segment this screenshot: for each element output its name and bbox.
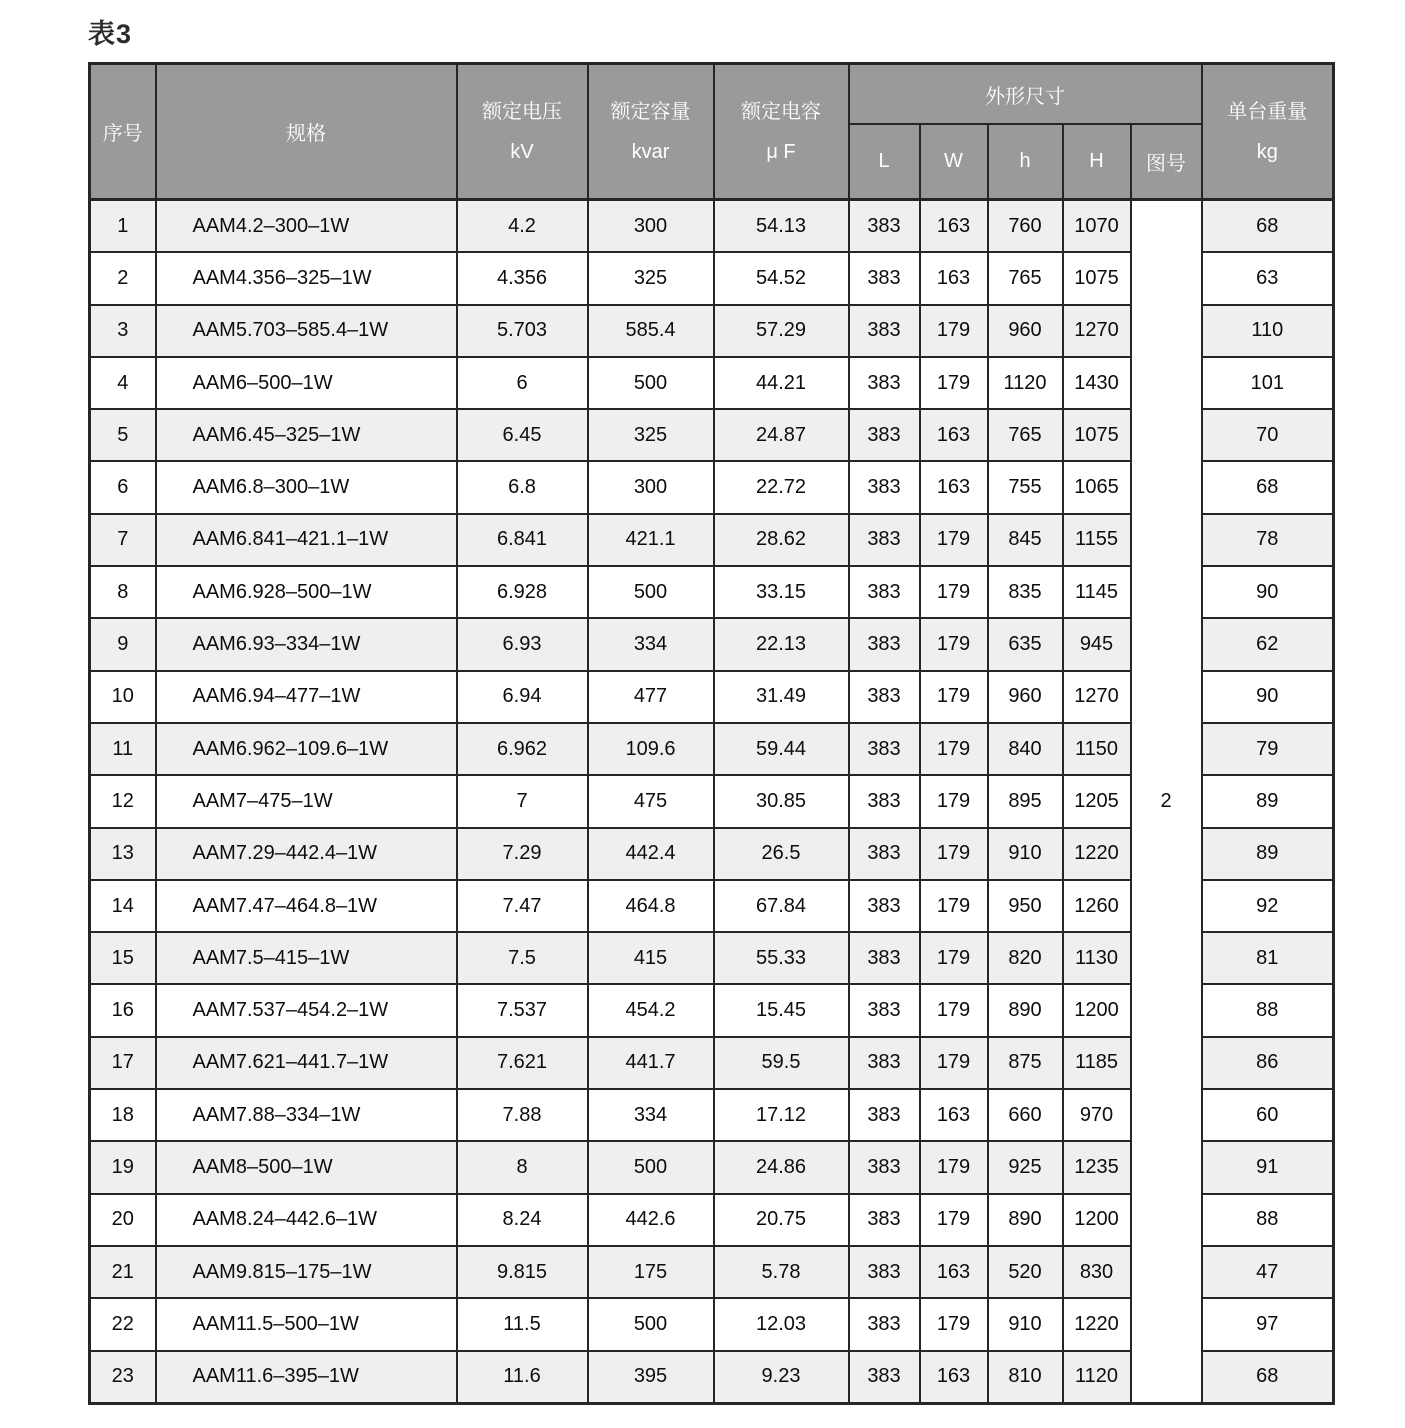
cell-capacity: 421.1	[588, 514, 714, 566]
cell-W: 163	[920, 252, 988, 304]
cell-weight: 68	[1202, 1351, 1334, 1404]
cell-spec: AAM6–500–1W	[156, 357, 457, 409]
cell-spec: AAM9.815–175–1W	[156, 1246, 457, 1298]
cell-no: 19	[90, 1141, 156, 1193]
cell-weight: 89	[1202, 775, 1334, 827]
cell-H: 1145	[1063, 566, 1131, 618]
cell-capacitance: 44.21	[714, 357, 849, 409]
cell-voltage: 11.6	[457, 1351, 588, 1404]
cell-weight: 90	[1202, 671, 1334, 723]
col-header-H: H	[1063, 124, 1131, 200]
cell-voltage: 9.815	[457, 1246, 588, 1298]
cell-voltage: 5.703	[457, 305, 588, 357]
cell-h: 845	[988, 514, 1063, 566]
col-header-capacity	[588, 64, 714, 200]
cell-capacity: 175	[588, 1246, 714, 1298]
cell-H: 1150	[1063, 723, 1131, 775]
cell-spec: AAM11.6–395–1W	[156, 1351, 457, 1404]
cell-L: 383	[849, 828, 920, 880]
cell-capacity: 441.7	[588, 1037, 714, 1089]
cell-capacitance: 54.52	[714, 252, 849, 304]
cell-spec: AAM6.962–109.6–1W	[156, 723, 457, 775]
cell-weight: 97	[1202, 1298, 1334, 1350]
col-header-L: L	[849, 124, 920, 200]
cell-voltage: 6.94	[457, 671, 588, 723]
cell-L: 383	[849, 200, 920, 253]
col-header-weight-label: 单台重量	[1227, 100, 1308, 123]
cell-capacitance: 28.62	[714, 514, 849, 566]
cell-W: 179	[920, 932, 988, 984]
cell-no: 4	[90, 357, 156, 409]
cell-weight: 92	[1202, 880, 1334, 932]
cell-capacity: 300	[588, 461, 714, 513]
cell-capacity: 464.8	[588, 880, 714, 932]
cell-voltage: 11.5	[457, 1298, 588, 1350]
cell-h: 835	[988, 566, 1063, 618]
col-header-capacitance-unit: μ F	[766, 140, 796, 163]
cell-no: 16	[90, 984, 156, 1036]
cell-capacity: 300	[588, 200, 714, 253]
cell-voltage: 6.962	[457, 723, 588, 775]
cell-H: 1130	[1063, 932, 1131, 984]
cell-spec: AAM8.24–442.6–1W	[156, 1194, 457, 1246]
cell-H: 1065	[1063, 461, 1131, 513]
cell-weight: 47	[1202, 1246, 1334, 1298]
cell-L: 383	[849, 932, 920, 984]
cell-h: 1120	[988, 357, 1063, 409]
cell-no: 12	[90, 775, 156, 827]
cell-no: 18	[90, 1089, 156, 1141]
cell-h: 765	[988, 409, 1063, 461]
cell-H: 1075	[1063, 252, 1131, 304]
cell-spec: AAM6.928–500–1W	[156, 566, 457, 618]
cell-weight: 63	[1202, 252, 1334, 304]
cell-spec: AAM7.537–454.2–1W	[156, 984, 457, 1036]
cell-L: 383	[849, 723, 920, 775]
cell-h: 755	[988, 461, 1063, 513]
cell-no: 11	[90, 723, 156, 775]
cell-capacitance: 24.87	[714, 409, 849, 461]
cell-spec: AAM7.5–415–1W	[156, 932, 457, 984]
cell-H: 970	[1063, 1089, 1131, 1141]
col-header-figure: 图号	[1131, 124, 1202, 200]
cell-h: 910	[988, 828, 1063, 880]
cell-weight: 90	[1202, 566, 1334, 618]
cell-capacitance: 9.23	[714, 1351, 849, 1404]
cell-capacitance: 12.03	[714, 1298, 849, 1350]
cell-no: 22	[90, 1298, 156, 1350]
cell-spec: AAM4.356–325–1W	[156, 252, 457, 304]
cell-weight: 68	[1202, 200, 1334, 253]
cell-H: 1260	[1063, 880, 1131, 932]
cell-voltage: 8.24	[457, 1194, 588, 1246]
cell-h: 890	[988, 1194, 1063, 1246]
cell-L: 383	[849, 305, 920, 357]
cell-no: 5	[90, 409, 156, 461]
cell-H: 1270	[1063, 671, 1131, 723]
cell-voltage: 7.47	[457, 880, 588, 932]
cell-no: 15	[90, 932, 156, 984]
cell-capacity: 500	[588, 1141, 714, 1193]
cell-voltage: 7.88	[457, 1089, 588, 1141]
cell-L: 383	[849, 461, 920, 513]
cell-no: 10	[90, 671, 156, 723]
cell-no: 21	[90, 1246, 156, 1298]
header-row-top	[90, 64, 1334, 125]
cell-W: 179	[920, 828, 988, 880]
col-header-voltage	[457, 64, 588, 200]
cell-L: 383	[849, 984, 920, 1036]
cell-L: 383	[849, 1298, 920, 1350]
cell-spec: AAM6.45–325–1W	[156, 409, 457, 461]
cell-capacitance: 15.45	[714, 984, 849, 1036]
col-header-voltage-unit: kV	[510, 140, 534, 163]
cell-voltage: 7.5	[457, 932, 588, 984]
cell-weight: 88	[1202, 1194, 1334, 1246]
cell-H: 1235	[1063, 1141, 1131, 1193]
cell-spec: AAM6.8–300–1W	[156, 461, 457, 513]
cell-capacitance: 31.49	[714, 671, 849, 723]
cell-W: 163	[920, 1246, 988, 1298]
col-header-weight	[1202, 64, 1334, 200]
cell-W: 179	[920, 671, 988, 723]
cell-h: 960	[988, 671, 1063, 723]
cell-W: 179	[920, 1141, 988, 1193]
col-header-h: h	[988, 124, 1063, 200]
cell-capacitance: 33.15	[714, 566, 849, 618]
cell-h: 810	[988, 1351, 1063, 1404]
cell-no: 8	[90, 566, 156, 618]
cell-spec: AAM7.29–442.4–1W	[156, 828, 457, 880]
cell-capacity: 500	[588, 1298, 714, 1350]
cell-L: 383	[849, 1246, 920, 1298]
cell-L: 383	[849, 1089, 920, 1141]
cell-L: 383	[849, 775, 920, 827]
cell-voltage: 6.93	[457, 618, 588, 670]
cell-spec: AAM7–475–1W	[156, 775, 457, 827]
cell-spec: AAM5.703–585.4–1W	[156, 305, 457, 357]
cell-voltage: 6.8	[457, 461, 588, 513]
cell-W: 163	[920, 1089, 988, 1141]
cell-h: 765	[988, 252, 1063, 304]
cell-W: 179	[920, 984, 988, 1036]
cell-voltage: 7.29	[457, 828, 588, 880]
cell-voltage: 7.537	[457, 984, 588, 1036]
cell-L: 383	[849, 671, 920, 723]
cell-weight: 91	[1202, 1141, 1334, 1193]
cell-voltage: 6	[457, 357, 588, 409]
cell-no: 13	[90, 828, 156, 880]
cell-L: 383	[849, 618, 920, 670]
cell-h: 895	[988, 775, 1063, 827]
cell-W: 179	[920, 566, 988, 618]
cell-capacity: 325	[588, 252, 714, 304]
cell-W: 179	[920, 357, 988, 409]
cell-W: 163	[920, 461, 988, 513]
cell-capacitance: 5.78	[714, 1246, 849, 1298]
cell-h: 840	[988, 723, 1063, 775]
col-header-capacity-unit: kvar	[631, 140, 670, 163]
cell-no: 7	[90, 514, 156, 566]
cell-voltage: 6.928	[457, 566, 588, 618]
col-header-capacitance-label: 额定电容	[741, 100, 821, 123]
cell-no: 1	[90, 200, 156, 253]
cell-capacity: 334	[588, 1089, 714, 1141]
col-header-W: W	[920, 124, 988, 200]
col-header-capacitance	[714, 64, 849, 200]
cell-H: 1270	[1063, 305, 1131, 357]
cell-capacitance: 22.13	[714, 618, 849, 670]
cell-H: 1205	[1063, 775, 1131, 827]
cell-spec: AAM11.5–500–1W	[156, 1298, 457, 1350]
cell-capacitance: 26.5	[714, 828, 849, 880]
cell-no: 6	[90, 461, 156, 513]
col-header-spec: 规格	[156, 64, 457, 200]
cell-L: 383	[849, 514, 920, 566]
cell-capacity: 334	[588, 618, 714, 670]
cell-h: 520	[988, 1246, 1063, 1298]
cell-no: 23	[90, 1351, 156, 1404]
cell-H: 830	[1063, 1246, 1131, 1298]
cell-capacitance: 59.44	[714, 723, 849, 775]
cell-capacitance: 17.12	[714, 1089, 849, 1141]
cell-capacitance: 20.75	[714, 1194, 849, 1246]
cell-weight: 70	[1202, 409, 1334, 461]
cell-spec: AAM6.94–477–1W	[156, 671, 457, 723]
cell-voltage: 7	[457, 775, 588, 827]
cell-W: 179	[920, 1298, 988, 1350]
cell-L: 383	[849, 566, 920, 618]
cell-H: 1200	[1063, 984, 1131, 1036]
cell-H: 1430	[1063, 357, 1131, 409]
cell-L: 383	[849, 1194, 920, 1246]
cell-h: 660	[988, 1089, 1063, 1141]
cell-h: 875	[988, 1037, 1063, 1089]
cell-no: 9	[90, 618, 156, 670]
cell-capacity: 442.6	[588, 1194, 714, 1246]
cell-capacitance: 54.13	[714, 200, 849, 253]
cell-h: 760	[988, 200, 1063, 253]
col-header-capacity-label: 额定容量	[610, 100, 691, 123]
cell-L: 383	[849, 1037, 920, 1089]
cell-spec: AAM7.88–334–1W	[156, 1089, 457, 1141]
cell-H: 1120	[1063, 1351, 1131, 1404]
col-header-index: 序号	[90, 64, 156, 200]
cell-W: 179	[920, 880, 988, 932]
cell-capacity: 442.4	[588, 828, 714, 880]
cell-H: 1185	[1063, 1037, 1131, 1089]
cell-W: 179	[920, 1194, 988, 1246]
cell-L: 383	[849, 357, 920, 409]
cell-capacity: 500	[588, 566, 714, 618]
cell-spec: AAM7.621–441.7–1W	[156, 1037, 457, 1089]
cell-voltage: 8	[457, 1141, 588, 1193]
cell-voltage: 6.45	[457, 409, 588, 461]
cell-H: 1155	[1063, 514, 1131, 566]
spec-table	[88, 62, 1335, 1405]
cell-spec: AAM8–500–1W	[156, 1141, 457, 1193]
cell-h: 950	[988, 880, 1063, 932]
cell-weight: 86	[1202, 1037, 1334, 1089]
cell-H: 1200	[1063, 1194, 1131, 1246]
table-row	[90, 200, 1334, 253]
cell-W: 163	[920, 409, 988, 461]
cell-capacity: 500	[588, 357, 714, 409]
cell-W: 179	[920, 1037, 988, 1089]
cell-capacity: 477	[588, 671, 714, 723]
cell-H: 1220	[1063, 828, 1131, 880]
col-header-voltage-label: 额定电压	[482, 100, 562, 123]
cell-spec: AAM4.2–300–1W	[156, 200, 457, 253]
cell-voltage: 4.2	[457, 200, 588, 253]
cell-h: 910	[988, 1298, 1063, 1350]
cell-figure-number: 2	[1131, 200, 1202, 1404]
cell-W: 179	[920, 775, 988, 827]
cell-spec: AAM6.841–421.1–1W	[156, 514, 457, 566]
cell-no: 2	[90, 252, 156, 304]
cell-H: 1220	[1063, 1298, 1131, 1350]
cell-voltage: 4.356	[457, 252, 588, 304]
cell-weight: 110	[1202, 305, 1334, 357]
cell-no: 20	[90, 1194, 156, 1246]
cell-L: 383	[849, 1141, 920, 1193]
cell-spec: AAM7.47–464.8–1W	[156, 880, 457, 932]
cell-L: 383	[849, 409, 920, 461]
cell-weight: 81	[1202, 932, 1334, 984]
cell-W: 179	[920, 514, 988, 566]
cell-h: 960	[988, 305, 1063, 357]
page-title: 表3	[88, 19, 133, 49]
cell-h: 635	[988, 618, 1063, 670]
cell-W: 179	[920, 618, 988, 670]
cell-capacitance: 30.85	[714, 775, 849, 827]
cell-W: 163	[920, 1351, 988, 1404]
cell-capacity: 454.2	[588, 984, 714, 1036]
cell-W: 163	[920, 200, 988, 253]
cell-L: 383	[849, 252, 920, 304]
cell-weight: 60	[1202, 1089, 1334, 1141]
cell-weight: 68	[1202, 461, 1334, 513]
cell-capacitance: 24.86	[714, 1141, 849, 1193]
cell-h: 890	[988, 984, 1063, 1036]
cell-no: 17	[90, 1037, 156, 1089]
cell-capacity: 109.6	[588, 723, 714, 775]
cell-W: 179	[920, 305, 988, 357]
cell-L: 383	[849, 1351, 920, 1404]
cell-weight: 62	[1202, 618, 1334, 670]
table-body	[90, 200, 1334, 1404]
cell-capacitance: 22.72	[714, 461, 849, 513]
cell-capacitance: 55.33	[714, 932, 849, 984]
col-header-dimensions: 外形尺寸	[849, 64, 1202, 125]
cell-capacitance: 59.5	[714, 1037, 849, 1089]
cell-spec: AAM6.93–334–1W	[156, 618, 457, 670]
cell-weight: 79	[1202, 723, 1334, 775]
cell-H: 1070	[1063, 200, 1131, 253]
cell-H: 1075	[1063, 409, 1131, 461]
cell-h: 925	[988, 1141, 1063, 1193]
cell-capacity: 415	[588, 932, 714, 984]
cell-H: 945	[1063, 618, 1131, 670]
cell-weight: 78	[1202, 514, 1334, 566]
col-header-weight-unit: kg	[1256, 140, 1278, 163]
cell-capacity: 325	[588, 409, 714, 461]
cell-weight: 101	[1202, 357, 1334, 409]
table-header	[90, 64, 1334, 200]
cell-L: 383	[849, 880, 920, 932]
cell-capacity: 395	[588, 1351, 714, 1404]
cell-voltage: 7.621	[457, 1037, 588, 1089]
cell-no: 14	[90, 880, 156, 932]
cell-capacitance: 57.29	[714, 305, 849, 357]
cell-capacity: 585.4	[588, 305, 714, 357]
cell-weight: 89	[1202, 828, 1334, 880]
cell-voltage: 6.841	[457, 514, 588, 566]
cell-capacitance: 67.84	[714, 880, 849, 932]
cell-h: 820	[988, 932, 1063, 984]
cell-no: 3	[90, 305, 156, 357]
cell-capacity: 475	[588, 775, 714, 827]
cell-weight: 88	[1202, 984, 1334, 1036]
cell-W: 179	[920, 723, 988, 775]
